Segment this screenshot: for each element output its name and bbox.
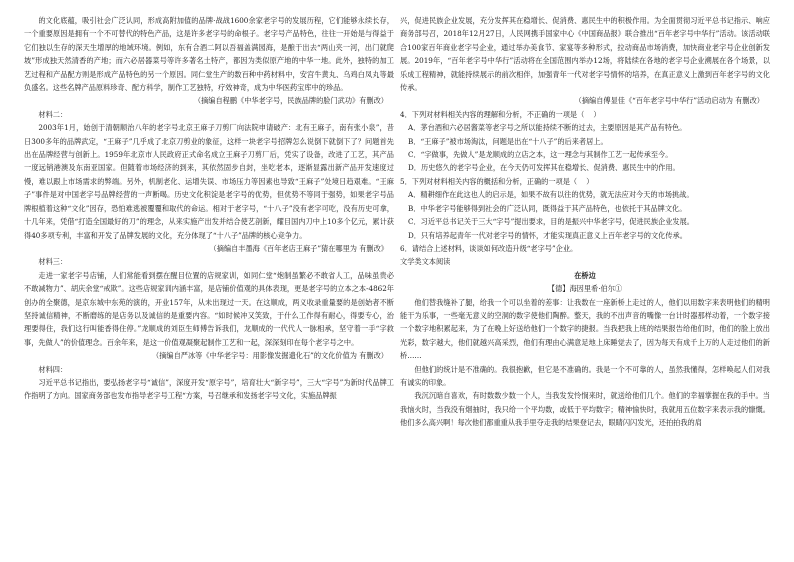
question: 6．请结合上述材料，谈谈如何改造升级“老字号”企业。 [400, 243, 578, 253]
paragraph: 习近平总书记指出，要弘扬老字号“诚信”，深度开发“原字号”，培育壮大“新字号”，三大“字号”为新时代品牌工作指明了方向。国家商务部也发布指导老字号工程“方案，号召继承和发扬老字号文化，实施品牌振 [24, 377, 394, 401]
paragraph: 的文化底蕴，吸引社会广泛认同，形成高附加值的品牌·战战1600余家老字号的发展历程，它们能够永续长存，一个重要原因是拥有一个不可替代的特色产品，这是许多老字号的命根子。老字号产品特色，往往一开始是与得益于它们独以生存的深天生增厚的地域环境。例如，东有合酒二阿以吾福盖满园海，是酿于出去“两山夹一河，出门就爬坡”形成独天然清香的产地；而六必居器菜号等许多著名土特产，都因为类似原产地的中华一地。此外，独特的加工艺过程和产品配方则是形成产品特色的另一个原因。同仁堂生产的数百种中药材料中，安宫牛黄丸、乌鸡白凤丸等最负盛名。这些名牌产品原料珍奇、配方科学，制作工艺独特，疗效神奇，成为中华医药宝库中的珍品。 [24, 16, 394, 93]
material-heading: 材料三： [38, 257, 68, 267]
paragraph: 他们替我缝补了腿，给我一个可以坐着的差事：让我数在一座新桥上走过的人，他们以用数字来表明他们的精明能干为乐事，一些毫无意义的空洞的数字使他们陶醉。整天，我的不出声音的嘴像一台计时器那样动着，一个数字接一个数字地积累起来，为了在晚上好送给他们一个数字的捷报。当我把我上班的结果报告给他们时，他们的脸上放出光彩，数字越大，他们就越兴高采烈，他们有理由心满意足地上床睡觉去了，因为每天有成千上万的人走过他们的新桥…… [400, 297, 770, 361]
source-citation: （摘编自傅显佳《“百年老字号中华行”活动启动为 有删改） [574, 96, 764, 106]
question: 4．下列对材料相关内容的理解和分析，不正确的一项是（ ） [400, 109, 601, 119]
story-author: 【德】海因里希·伯尔① [547, 284, 623, 294]
source-citation: （摘编自丰墨海《百年老店王麻子”猜在哪里为 有删改》 [209, 243, 388, 253]
left-column [24, 14, 394, 403]
option: C．“字做事，先做人”是龙顺成的立店之本，这一理念与其制作工艺一起传承至今。 [408, 150, 673, 160]
option: C．习近平总书记关于三大“字号”提出要求，目的是振兴中华老字号，促进民族企业发展。 [408, 217, 694, 227]
source-citation: （摘编自程鹏《中华老字号，民族品牌的脸门武功》有删改） [193, 96, 388, 106]
option: D．只有培养起青年一代对老字号的情怀，才能实现真正意义上百年老字号的文化传承。 [408, 230, 687, 240]
material-heading: 材料二： [38, 109, 68, 119]
paragraph: 走进一家老字号店铺，人们常能看到摆在醒目位置的店规家训，如同仁堂“炮制虽繁必不敢省人工，品味虽贵必不敢减物力”、胡庆余堂“戒欺”。这些店规家训内涵丰富，是店铺价值观的具体表现，更是老字号的立本之本-4862年创办的全聚德，是京东城中东苑的演的，开业157年，从未出现过一天。在这顺成，两义收录重量要的是创始者不断坚持诚信精神，不断磨练的是店务以及诚信的是重要内容。“如时候冲又笑致，于什么工作得有耐心，得要专心，治理要得住，我们这行叫能香得住停。”龙顺成的刘臣生师傅告诉我们，龙顺成的一代代人一脉相承，坚守着一手“字救事，先做人”的价值理念。百余年来，是这一价值观凝聚起制作工艺和一起，深深刻印在每个老字号之中。 [24, 270, 394, 347]
right-column [400, 14, 770, 430]
paragraph: 2003年1月，始创于清朝顺治八年的老字号北京王麻子刀剪厂向法院申请破产：北有王麻子，南有张小泉”，昔日300多年的品牌武定，“王麻子”几乎成了北京刀剪业的象征，这样一块老字号招牌怎么说倒下就倒下了？问题首先出在品牌经营与创新上。1959年北京市人民政府正式命名成立王麻子刀剪厂后，凭实了设备，改进了工艺，其产品一度远销港澳及东南亚国家。但随着市场经济的到来，其依然固步自封，坐吃老本，逐渐显露出新产品开发速度过慢，难以跟上市场需求的弊端。另外，机制老化、运增失误、市场压力等因素也导致“王麻子”处境日趋艰难。“王麻子”事件是对中国老字号品牌经营的一声断喝。历史文化积淀是老字号的优势，但优势不等同于强势，如果老字号品牌根植着这种“文化”因存，恐怕难逃被覆覆和取代的命运。相对于老字号，“十八子”没有老字可吃，没有历史可拿，十几年来，凭借“打造全国最好的刀”的理念，从来实施产出发并结合使艺剖新，耀目国内刀中上10多个亿元，累计获得40多项专利，丰富和开发了品牌发展的文化，充分体现了“十八子”品牌的核心竞争力。 [24, 123, 394, 240]
section-heading: 文学类文本阅读 [400, 257, 451, 267]
paragraph: 但他们的统计是不准确的。我很抱歉，但它是不准确的。我是一个不可靠的人，虽然我懂得，怎样唤起人们对我有诚实的印象。 [400, 364, 770, 387]
option: A．茅台酒和六必居酱菜等老字号之所以能持续不断的过去，主要原因是其产品有特色。 [408, 123, 687, 133]
option: B．中华老字号能够得到社会的广泛认同，既得益于其产品特色，也依托于其品牌文化。 [408, 203, 687, 213]
question: 5．下列对材料相关内容的概括和分析，正确的一项是（ ） [400, 176, 594, 186]
source-citation: （摘编自严冰等《中华老字号：用影像发掘遗化石”的文化价值为 有删改） [152, 351, 388, 361]
story-title: 在桥边 [574, 270, 596, 280]
option: D．历史悠久的老字号企业，在今天仍可发挥其在稳增长、促消费、惠民生中的作用。 [408, 163, 680, 173]
paragraph: 我沉沉暗自喜欢，有时数数少数一个人，当我发发怜悯来时，就送给他们几个。他们的幸福掌握在我的手中。当我恼火时，当我没有烟抽时，我只给一个平均数，或低于平均数字；精神愉快时，我就用五位数字来表示我的慷慨。他们多么高兴啊！每次他们都重重从我手里夺走我的结果登记去，眼睛闪闪发光，还拍拍我的肩 [400, 391, 770, 428]
paragraph: 兴，促进民族企业发展，充分发挥其在稳增长、促消费、惠民生中的积极作用。为全面贯彻习近平总书记指示、响应商务部号召，2018年12月27日，人民网携手国家中心《中国商品报》联合推出“百年老字号中华行”活动。该活动联合100家百年商业老字号企业，通过举办美食节、家宴等多种形式，拉动商品市场消费，加快商业老字号企业创新发展。2019年，“百年老字号中华行”活动将在全国范围内举办12场，将陆续在各地的老字号企业溯展在各个场景，以乐成工程精神，就能持续展示的前次相伴，加强青年一代对老字号情怀的培养，在真正意义上激到百年老字号的文化传承。 [400, 16, 770, 93]
material-heading: 材料四： [38, 364, 68, 374]
option: B．“王麻子”被市场淘汰，问题是出在“十八子”的后来者居上。 [408, 136, 608, 146]
option: A．精耕细作在此这也人的启示是，如果不故有以往的优势，就无法应对今天的市场挑战。 [408, 190, 694, 200]
